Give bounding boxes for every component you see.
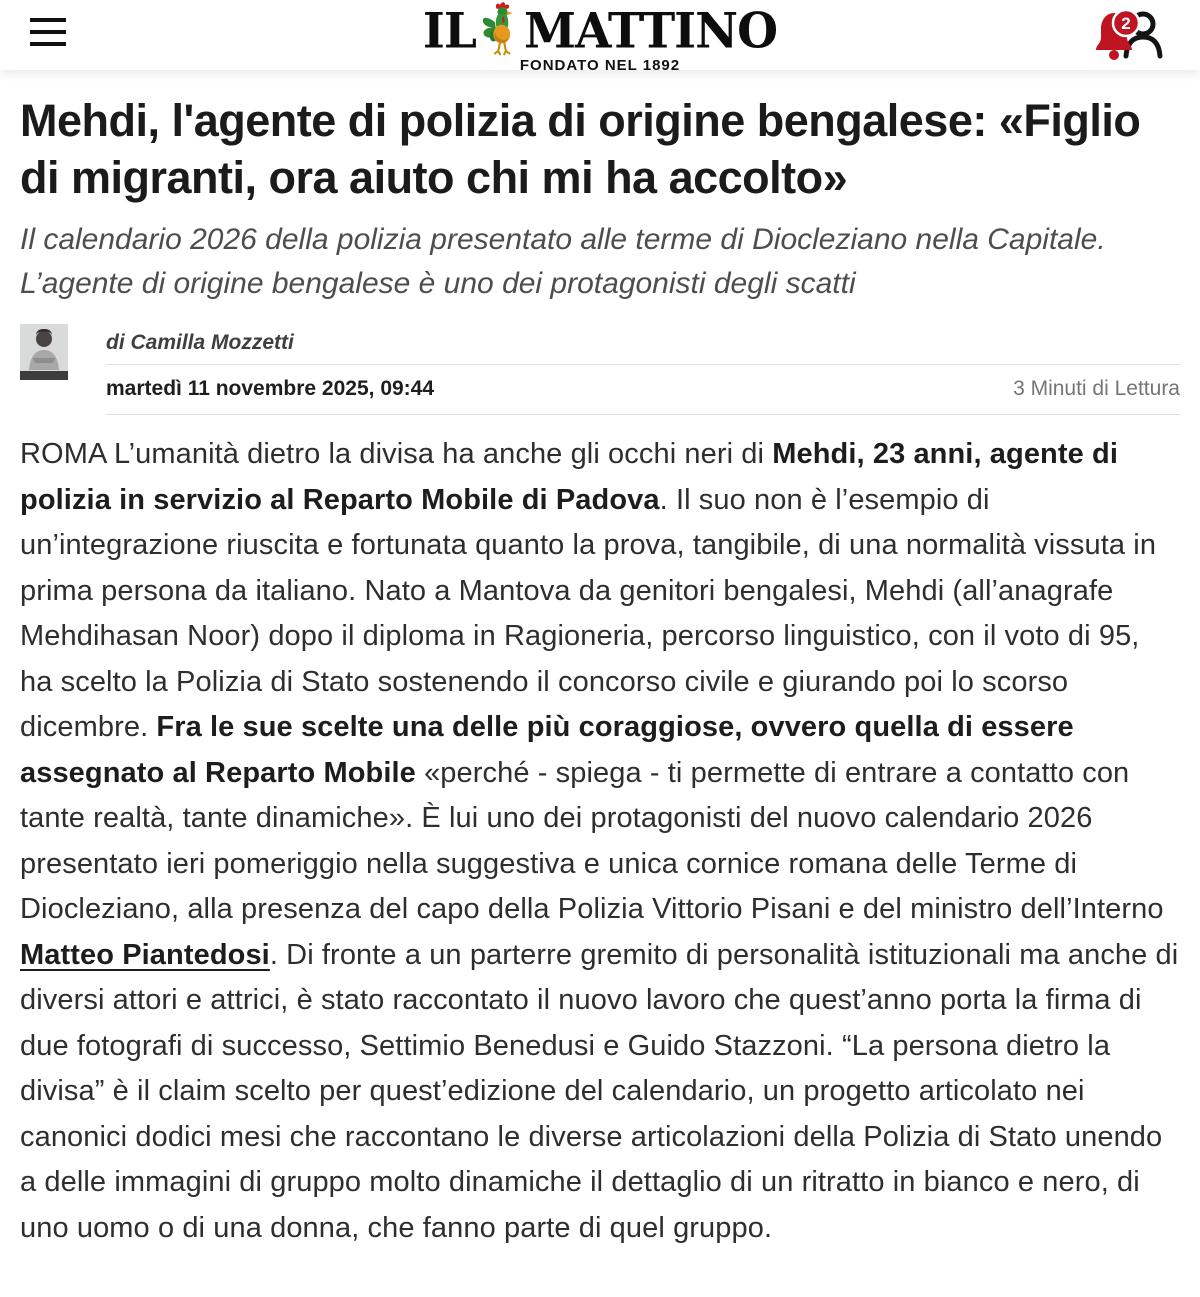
- divider: [106, 414, 1180, 415]
- svg-text:2: 2: [1121, 14, 1131, 33]
- author-avatar: [20, 324, 68, 380]
- rooster-icon: [481, 2, 519, 61]
- notification-badge: [1113, 10, 1139, 36]
- body-text-segment: . Di fronte a un parterre gremito di personalità istituzionali ma anche di diversi attori e attrici, è stato raccontato il nuovo lavoro che quest’anno porta la firma di due fotografi di successo, Settimio Benedusi e Guido Stazzoni. “La persona dietro la divisa” è il claim scelto per quest’edizione del calendario, un progetto articolato nei canonici dodici mesi che raccontano le diverse articolazioni della Polizia di Stato unendo a delle immagini di gruppo molto dinamiche il dettaglio di un ritratto in bianco e nero, di uno uomo o di una donna, che fanno parte di quel gruppo.: [20, 938, 1179, 1244]
- logo-tagline: FONDATO NEL 1892: [519, 57, 681, 74]
- article-subtitle: Il calendario 2026 della polizia presentato alle terme di Diocleziano nella Capitale. L’agente di origine bengalese è uno dei protagonisti degli scatti: [20, 223, 1106, 300]
- body-bold-text: Fra le sue scelte una delle più coraggiose, ovvero quella di essere assegnato al Reparto Mobile: [20, 711, 1074, 789]
- article: [0, 92, 1200, 1251]
- logo-text-il: IL: [422, 2, 476, 60]
- body-text-segment: . Il suo non è l’esempio di un’integrazione riuscita e fortunata quanto la prova, tangibile, di una normalità vissuta in prima persona da italiano. Nato a Mantova da genitori bengalesi, Mehdi (all’anagrafe Mehdihasan Noor) dopo il diploma in Ragioneria, percorso linguistico, con il voto di 95, ha scelto la Polizia di Stato sostenendo il concorso civile e giurando poi lo scorso dicembre.: [20, 483, 1157, 743]
- inline-link[interactable]: Matteo Piantedosi: [20, 938, 270, 971]
- byline-block: [20, 324, 1180, 415]
- article-body: [20, 432, 1180, 1251]
- logo[interactable]: [0, 2, 1200, 74]
- byline-column: [106, 324, 1180, 415]
- publish-date: martedì 11 novembre 2025, 09:44: [106, 377, 435, 400]
- body-text-segment: ROMA L’umanità dietro la divisa ha anche gli occhi neri di: [20, 438, 773, 470]
- reading-time: 3 Minuti di Lettura: [1013, 377, 1180, 400]
- body-bold-text: Mehdi, 23 anni, agente di polizia in servizio al Reparto Mobile di Padova: [20, 438, 1118, 516]
- byline-author: di Camilla Mozzetti: [106, 331, 294, 354]
- body-text-segment: «perché - spiega - ti permette di entrare a contatto con tante realtà, tante dinamiche». È lui uno dei protagonisti del nuovo calendario 2026 presentato ieri pomeriggio nella suggestiva e unica cornice romana delle Terme di Diocleziano, alla presenza del capo della Polizia Vittorio Pisani e del ministro dell’Interno: [20, 756, 1164, 925]
- notifications-button[interactable]: [1086, 6, 1172, 64]
- meta-row: [106, 365, 1180, 414]
- logo-text-mattino: MATTINO: [523, 2, 778, 60]
- site-header: [0, 0, 1200, 74]
- page-title: Mehdi, l'agente di polizia di origine bengalese: «Figlio di migranti, ora aiuto chi mi ha accolto»: [20, 95, 1141, 203]
